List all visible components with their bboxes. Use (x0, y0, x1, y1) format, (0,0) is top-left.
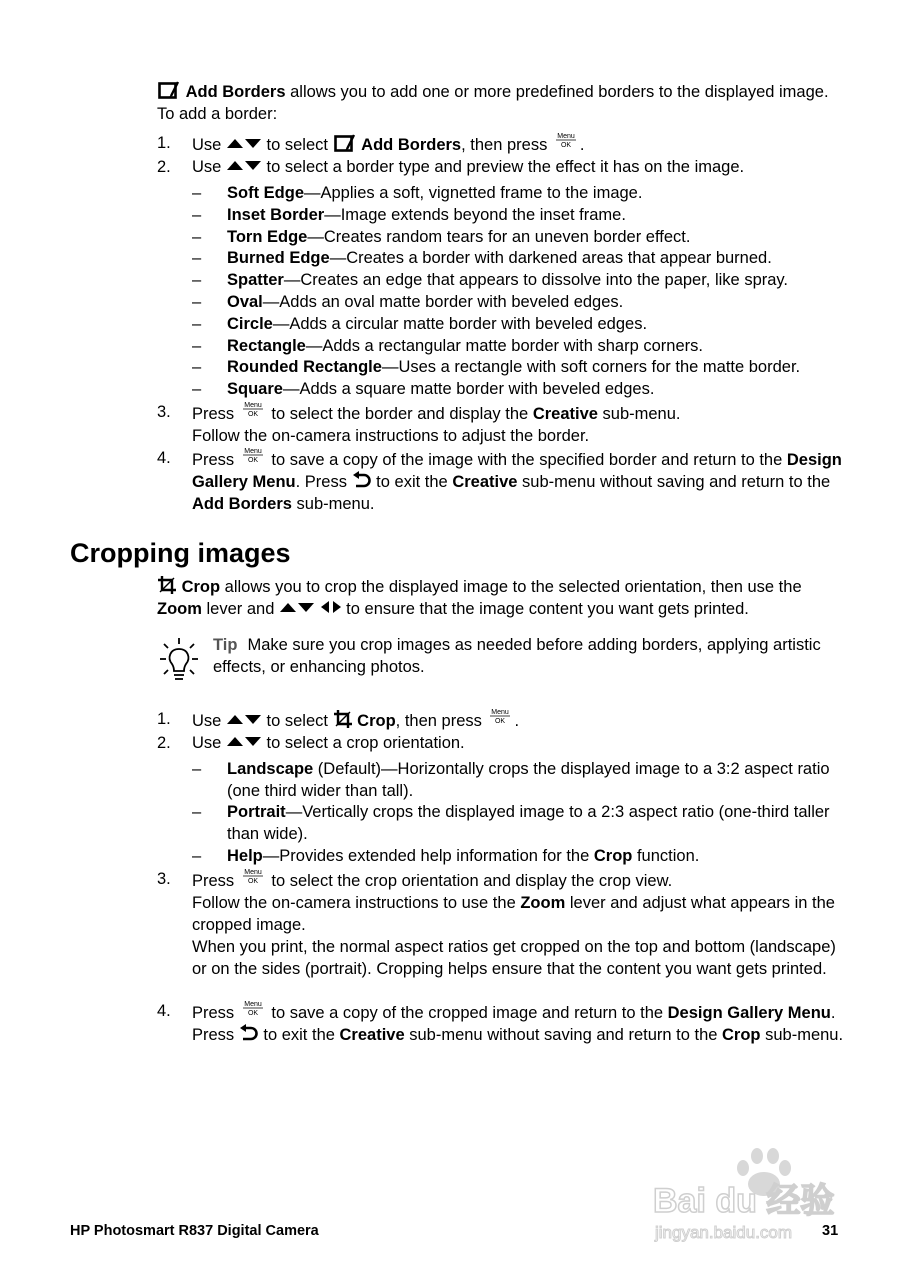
border-type-name: Soft Edge (227, 184, 304, 202)
border-type-item (227, 247, 852, 269)
border-type-desc: —Image extends beyond the inset frame. (324, 206, 626, 224)
crop-icon (157, 575, 177, 595)
border-type-desc: —Applies a soft, vignetted frame to the image. (304, 184, 643, 202)
svg-text:jingyan.baidu.com: jingyan.baidu.com (655, 1223, 793, 1242)
border-type-name: Spatter (227, 271, 284, 289)
dash: – (192, 293, 202, 311)
svg-text:OK: OK (495, 718, 506, 724)
border-type-name: Rounded Rectangle (227, 358, 382, 376)
border-type-item (227, 356, 852, 378)
crop-step-1-number: 1. (157, 710, 171, 728)
dash: – (192, 249, 202, 267)
dash: – (192, 228, 202, 246)
dash: – (192, 271, 202, 289)
svg-text:OK: OK (560, 142, 571, 148)
crop-step-3: Press Menu OK to select the crop orientation and display the crop view. Follow the on-camera instructions to use the Zoom lever and adjust what appears in the cropped image. When you print, the normal aspect ratios get cropped on the top and bottom (landscape) or on the sides (portrait). Cropping helps ensure that the content you want gets printed. (192, 869, 836, 978)
svg-text:Bai du 经验: Bai du 经验 (653, 1182, 835, 1220)
svg-text:Menu: Menu (557, 133, 575, 140)
border-type-desc: —Adds a square matte border with beveled edges. (282, 380, 655, 398)
dash: – (192, 380, 202, 398)
left-right-arrows-icon (320, 600, 342, 614)
border-step-3-number: 3. (157, 403, 171, 421)
add-borders-title: Add Borders (185, 83, 286, 101)
border-type-name: Square (227, 380, 283, 398)
border-type-item (227, 335, 852, 357)
footer-product-name: HP Photosmart R837 Digital Camera (70, 1223, 319, 1239)
baidu-watermark (645, 1140, 875, 1245)
footer-page-number: 31 (822, 1223, 839, 1239)
crop-step-4-number: 4. (157, 1002, 171, 1020)
lightbulb-icon (157, 636, 201, 684)
border-type-name: Rectangle (227, 337, 306, 355)
up-down-arrows-icon (226, 735, 262, 747)
menu-ok-icon (241, 868, 265, 884)
border-type-name: Circle (227, 315, 273, 333)
crop-step-1: Use to select Crop, then press Menu OK . (192, 709, 520, 730)
border-type-name: Oval (227, 293, 263, 311)
dash: – (192, 184, 202, 202)
back-icon (239, 1024, 259, 1042)
menu-ok-icon (241, 1000, 265, 1016)
border-type-item (227, 378, 852, 400)
up-down-arrows-icon (226, 137, 262, 149)
border-type-item (227, 226, 852, 248)
border-step-2: Use to select a border type and preview the effect it has on the image. (192, 158, 745, 176)
tip-box (213, 634, 833, 678)
add-borders-icon (157, 80, 181, 100)
crop-step-4: Press Menu OK to save a copy of the cropped image and return to the Design Gallery Menu. Press to exit the Creative sub-menu without saving and return to the Crop sub-menu. (192, 1001, 844, 1044)
border-type-desc: —Adds a circular matte border with beveled edges. (272, 315, 648, 333)
up-down-arrows-icon (226, 159, 262, 171)
border-type-desc: —Creates a border with darkened areas that appear burned. (329, 249, 772, 267)
crop-icon (333, 709, 353, 729)
border-step-1-number: 1. (157, 134, 171, 152)
svg-text:OK: OK (247, 878, 258, 884)
svg-text:OK: OK (247, 411, 258, 417)
up-down-arrows-icon (226, 713, 262, 725)
border-step-1: Use to select Add Borders, then press Menu OK . (192, 133, 585, 154)
border-type-name: Inset Border (227, 206, 325, 224)
border-type-item (227, 182, 852, 204)
dash: – (192, 206, 202, 224)
border-step-3: Press Menu OK to select the border and display the Creative sub-menu. Follow the on-camera instructions to adjust the border. (192, 402, 681, 445)
dash: – (192, 847, 202, 865)
border-step-2-number: 2. (157, 158, 171, 176)
dash: – (192, 358, 202, 376)
svg-text:Menu: Menu (244, 402, 262, 409)
menu-ok-icon (488, 708, 512, 724)
svg-text:Menu: Menu (244, 1001, 262, 1008)
add-borders-intro-text: allows you to add one or more predefined borders to the displayed image. To add a border: (157, 83, 829, 123)
crop-option-help: Help—Provides extended help information for the Crop function. (227, 847, 700, 865)
add-borders-intro (157, 80, 847, 125)
border-type-desc: —Adds a rectangular matte border with sharp corners. (305, 337, 703, 355)
border-step-4: Press Menu OK to save a copy of the image with the specified border and return to the Design Gallery Menu. Press to exit the Creative sub-menu without saving and return to the Add Borders sub-menu. (192, 448, 842, 513)
section-title: Cropping images (70, 538, 291, 568)
up-down-arrows-icon (279, 601, 315, 613)
crop-intro: Crop allows you to crop the displayed image to the selected orientation, then use the Zoom lever and to ensure that the image content you want gets printed. (157, 575, 847, 620)
svg-text:OK: OK (247, 1010, 258, 1016)
dash: – (192, 803, 202, 821)
tip-text: Make sure you crop images as needed before adding borders, applying artistic effects, or enhancing photos. (213, 636, 821, 676)
border-type-item (227, 291, 852, 313)
crop-option-landscape: Landscape (Default)—Horizontally crops the displayed image to a 3:2 aspect ratio (one third wider than tall). (227, 760, 830, 800)
svg-text:Menu: Menu (244, 869, 262, 876)
border-type-desc: —Creates an edge that appears to dissolve into the paper, like spray. (283, 271, 789, 289)
svg-text:OK: OK (247, 457, 258, 463)
border-type-item (227, 269, 852, 291)
border-step-4-number: 4. (157, 449, 171, 467)
add-borders-icon (333, 133, 357, 153)
dash: – (192, 337, 202, 355)
border-type-name: Torn Edge (227, 228, 308, 246)
border-type-desc: —Adds an oval matte border with beveled edges. (262, 293, 624, 311)
menu-ok-icon (554, 132, 578, 148)
svg-text:Menu: Menu (491, 709, 510, 716)
menu-ok-icon (241, 447, 265, 463)
menu-ok-icon (241, 401, 265, 417)
dash: – (192, 760, 202, 778)
svg-text:Menu: Menu (244, 448, 262, 455)
crop-option-portrait: Portrait—Vertically crops the displayed image to a 2:3 aspect ratio (one-third taller than wide). (227, 803, 830, 843)
border-type-item (227, 313, 852, 335)
dash: – (192, 315, 202, 333)
border-type-item (227, 204, 852, 226)
crop-step-3-number: 3. (157, 870, 171, 888)
crop-step-2: Use to select a crop orientation. (192, 734, 465, 752)
crop-step-2-number: 2. (157, 734, 171, 752)
back-icon (352, 471, 372, 489)
border-type-desc: —Creates random tears for an uneven border effect. (307, 228, 691, 246)
border-type-desc: —Uses a rectangle with soft corners for the matte border. (381, 358, 801, 376)
border-type-name: Burned Edge (227, 249, 330, 267)
tip-label: Tip (213, 636, 238, 654)
